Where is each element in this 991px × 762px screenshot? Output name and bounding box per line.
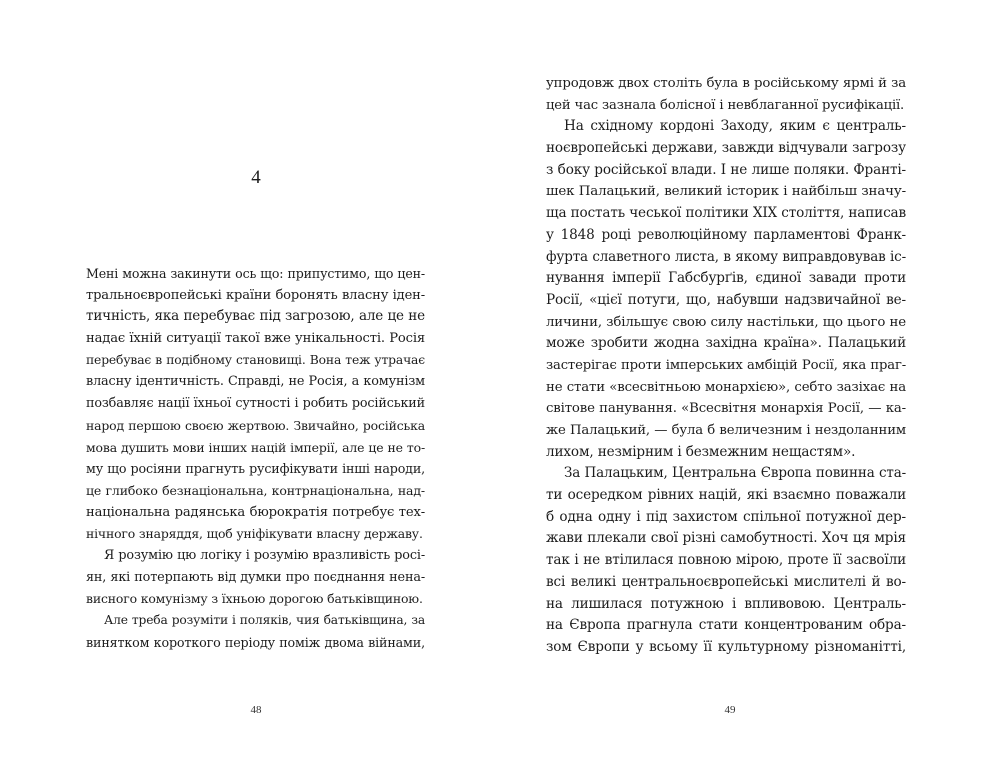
page-number-left: 48 [250,704,262,716]
left-page-body [86,263,425,653]
text-line: так і не втілилася повною мірою, проте її засвоїли [546,552,906,569]
text-line: на лишилася потужною і впливовою. Централь- [546,595,906,612]
text-line: зом Європи у всьому її культурному різноманітті, [546,638,906,655]
text-line: у 1848 році революційному парламентові Франк- [546,226,906,243]
text-line: застерігає проти імперських амбіцій Росії, яка праг- [546,357,906,373]
left-page [0,0,495,762]
text-line: Але треба розуміти і поляків, чия батьківщина, за [104,613,425,627]
right-page-body [546,73,906,659]
text-line: шек Палацький, великий історик і найбільш значу- [546,184,906,200]
text-line: За Палацьким, Центральна Європа повинна ста- [564,465,906,482]
text-line: світове панування. «Всесвітня монархія Росії, — ка- [546,401,906,417]
text-line: на Європа прагнула стати концентрованим обра- [546,617,906,634]
text-line: цей час зазнала болісної і невблаганної русифікації. [546,97,905,113]
text-line: ноєвропейські держави, завжди відчували загрозу [546,140,906,157]
text-line: б одна одну і під захистом спільної потужної дер- [546,508,906,525]
text-line: личини, збільшує свою силу настільки, що цього не [546,314,906,330]
text-line: висного комунізму з їхньою дорогою батьківщиною. [86,591,423,607]
text-line: ян, які потерпають від думки про поєднання нена- [86,569,425,585]
text-line: всі великі центральноєвропейські мислителі й во- [546,573,906,590]
text-line: з боку російської влади. І не лише поляки. Франті- [546,161,906,178]
right-page [496,0,991,762]
text-line: На східному кордоні Заходу, яким є централь- [564,118,906,135]
text-line: власну ідентичність. Справді, не Росія, а комунізм [86,374,425,390]
text-line: ща постать чеської політики XIX століття, написав [546,205,906,222]
text-line: фурта славетного листа, в якому виправдовував іс- [546,248,906,265]
text-line: Я розумію цю логіку і розумію вразливість росі- [104,547,425,563]
text-line: перебуває в подібному становищі. Вона теж утрачає [86,352,425,367]
text-line: же Палацький, — була б величезним і нездоланним [546,423,906,438]
text-line: ти осередком рівних націй, які взаємно поважали [546,487,906,504]
text-line: Мені можна закинути ось що: припустимо, що цен- [86,266,425,281]
page-number-right: 49 [724,704,736,716]
text-line: нічного знаряддя, щоб уніфікувати власну державу. [86,526,423,542]
text-line: тральноєвропейські країни боронять власну іден- [86,287,425,303]
chapter-number: 4 [251,167,261,188]
text-line: народ першою своєю жертвою. Звичайно, російська [86,417,425,433]
text-line: це глибоко безнаціональна, контрнаціональна, над- [86,482,425,498]
text-line: може зробити жодна західна країна». Палацький [546,335,906,352]
text-line: винятком короткого періоду поміж двома війнами, [86,634,425,650]
text-line: не стати «всесвітньою монархією», себто зазіхає на [546,379,906,395]
text-line: жави плекали свої різні самобутності. Хоч ця мрія [546,530,906,547]
text-line: му що росіяни прагнуть русифікувати інші народи, [86,461,425,477]
text-line: нування імперії Габсбурґів, єдиної завади проти [546,270,906,287]
text-line: мова душить мови інших націй імперії, але це не то- [86,439,425,455]
text-line: упродовж двох століть була в російському ярмі й за [546,76,906,91]
text-line: Росії, «цієї потуги, що, набувши надзвичайної ве- [546,291,906,308]
text-line: позбавляє нації їхньої сутності і робить російський [86,396,425,412]
text-line: лихом, незмірним і безмежним нещастям». [546,443,856,460]
text-line: тичність, яка перебуває під загрозою, але це не [86,308,425,325]
text-line: надає їхній ситуації такої вже унікальності. Росія [86,331,425,347]
text-line: національна радянська бюрократія потребує тех- [86,504,425,520]
